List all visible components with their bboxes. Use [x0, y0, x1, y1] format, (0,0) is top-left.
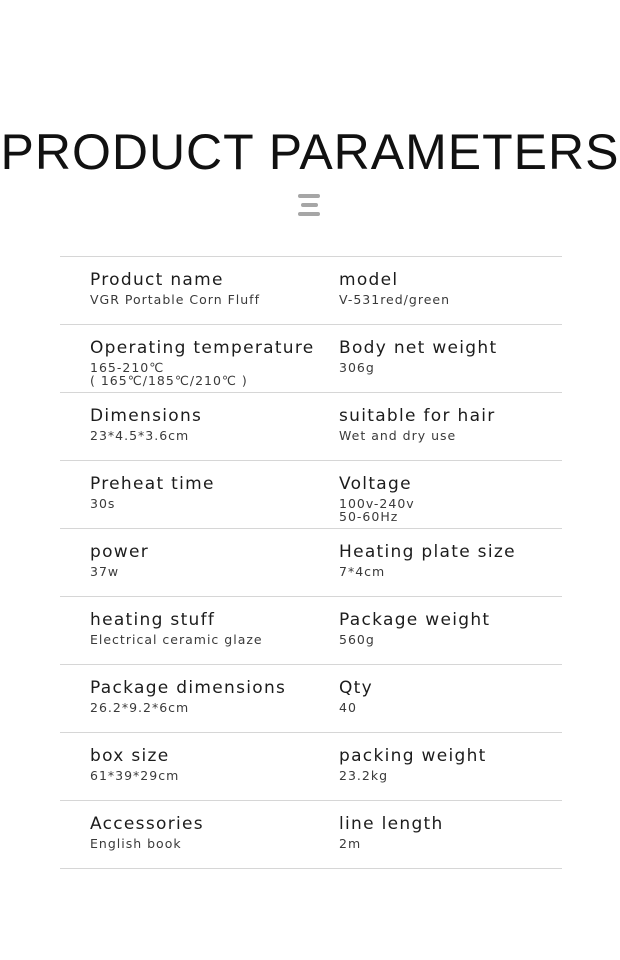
parameter-cell	[339, 609, 490, 646]
parameter-label: Dimensions	[90, 406, 203, 426]
parameter-label: Qty	[339, 678, 374, 698]
parameter-cell	[90, 609, 263, 646]
parameter-label: Accessories	[90, 814, 204, 834]
parameter-value: 100v-240v 50-60Hz	[339, 496, 415, 524]
parameter-value: 560g	[339, 632, 375, 647]
parameter-cell	[339, 473, 415, 523]
parameter-value: 7*4cm	[339, 564, 386, 579]
table-row	[60, 257, 562, 325]
parameter-cell	[339, 269, 450, 306]
parameter-label: power	[90, 542, 150, 562]
parameter-value: V-531red/green	[339, 292, 450, 307]
parameter-label: line length	[339, 814, 444, 834]
parameter-cell	[339, 541, 516, 578]
parameter-cell	[339, 405, 496, 442]
parameter-label: Operating temperature	[90, 338, 315, 358]
parameter-cell	[90, 813, 204, 850]
parameter-label: Heating plate size	[339, 542, 516, 562]
parameter-value: Wet and dry use	[339, 428, 457, 443]
parameter-value: 23*4.5*3.6cm	[90, 428, 190, 443]
parameter-cell	[339, 813, 444, 850]
parameter-value: 61*39*29cm	[90, 768, 180, 783]
parameter-cell	[90, 269, 260, 306]
parameter-value: 30s	[90, 496, 116, 511]
parameter-label: Package weight	[339, 610, 491, 630]
parameter-label: packing weight	[339, 746, 487, 766]
table-row	[60, 665, 562, 733]
parameter-label: suitable for hair	[339, 406, 496, 426]
parameter-label: Body net weight	[339, 338, 498, 358]
parameter-cell	[90, 337, 315, 387]
table-row	[60, 801, 562, 869]
parameter-cell	[90, 405, 202, 442]
menu-icon	[296, 192, 322, 218]
parameter-cell	[90, 473, 215, 510]
parameter-cell	[339, 677, 373, 714]
parameter-value: 23.2kg	[339, 768, 389, 783]
parameter-label: Package dimensions	[90, 678, 287, 698]
parameter-cell	[90, 541, 149, 578]
parameter-value: 306g	[339, 360, 375, 375]
parameters-table	[60, 256, 562, 869]
table-row	[60, 325, 562, 393]
parameter-cell	[90, 745, 179, 782]
menu-bar-top	[298, 194, 320, 198]
parameter-value: 26.2*9.2*6cm	[90, 700, 190, 715]
parameter-label: Preheat time	[90, 474, 215, 494]
table-row	[60, 393, 562, 461]
page-title: PRODUCT PARAMETERS	[0, 124, 620, 180]
parameter-value: 165-210℃ ( 165℃/185℃/210℃ )	[90, 360, 248, 388]
parameter-value: English book	[90, 836, 182, 851]
parameter-cell	[90, 677, 286, 714]
table-row	[60, 733, 562, 801]
parameter-cell	[339, 745, 487, 782]
menu-bar-bottom	[298, 212, 320, 216]
parameter-value: 37w	[90, 564, 120, 579]
parameter-label: box size	[90, 746, 170, 766]
parameter-label: heating stuff	[90, 610, 216, 630]
menu-bar-middle	[301, 203, 318, 207]
parameter-value: Electrical ceramic glaze	[90, 632, 263, 647]
table-row	[60, 461, 562, 529]
parameter-label: Voltage	[339, 474, 412, 494]
parameter-value: 2m	[339, 836, 362, 851]
parameter-label: model	[339, 270, 399, 290]
table-row	[60, 597, 562, 665]
parameter-value: VGR Portable Corn Fluff	[90, 292, 260, 307]
parameter-value: 40	[339, 700, 357, 715]
parameter-label: Product name	[90, 270, 224, 290]
table-row	[60, 529, 562, 597]
parameter-cell	[339, 337, 497, 374]
